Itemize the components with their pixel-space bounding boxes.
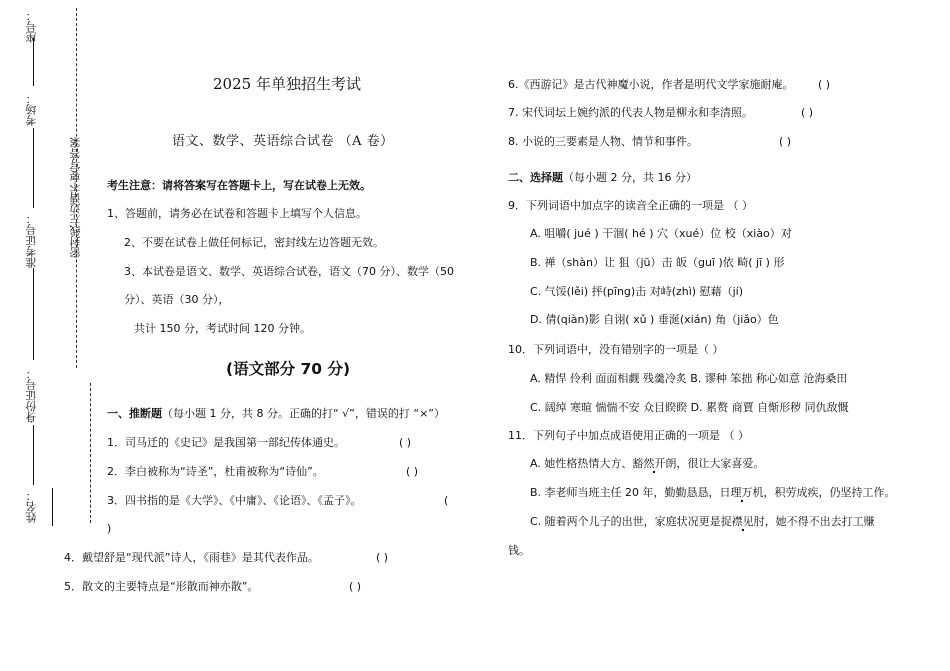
exam-title: 2025 年单独招生考试 — [213, 75, 361, 93]
seal-line-lower — [90, 383, 91, 523]
notice-item-1: 1、答题前，请务必在试卷和答题卡上填写个人信息。 — [107, 207, 367, 220]
notice-item-2: 2、不要在试卷上做任何标记，密封线左边答题无效。 — [124, 236, 384, 249]
option-11b-idiom: 日理万机 — [720, 486, 764, 503]
answer-paren-6[interactable]: ( ) — [818, 78, 831, 91]
question-8: 8. 小说的三要素是人物、情节和事件。 — [508, 135, 698, 148]
part1-description: （每小题 1 分，共 8 分。正确的打“ √”，错误的打 “×”） — [162, 407, 445, 420]
name-field[interactable] — [52, 488, 53, 526]
id-number-field[interactable] — [33, 425, 34, 485]
option-11b-text-end: ，积劳成疾，仍坚持工作。 — [763, 486, 896, 499]
question-1: 1．司马迁的《史记》是我国第一部纪传体通史。 — [107, 436, 345, 449]
seal-line-upper — [76, 8, 77, 368]
part2-description: （每小题 2 分，共 16 分） — [563, 171, 697, 184]
question-3: 3．四书指的是《大学》、《中庸》、《论语》、《孟子》。 — [107, 494, 362, 507]
option-11c-text: C. 随着两个儿子的出世，家庭状况更是 — [530, 515, 721, 528]
question-7: 7. 宋代词坛上婉约派的代表人物是柳永和李清照。 — [508, 106, 753, 119]
question-4: 4．戴望舒是“现代派”诗人，《雨巷》是其代表作品。 — [64, 551, 319, 564]
option-11c-text-end: ，她不得不出去打工赚 — [764, 515, 875, 528]
question-10: 10．下列词语中，没有错别字的一项是（ ） — [508, 343, 724, 356]
option-11a-text: A. 她性格热情大方、 — [530, 457, 633, 470]
admission-number-field[interactable] — [33, 268, 34, 360]
option-11a-text-end: ，很让大家喜爱。 — [676, 457, 765, 470]
seat-label: 座号： — [25, 10, 38, 43]
part2-title: 二、选择题 — [508, 171, 563, 184]
exam-room-label: 考场： — [25, 93, 38, 126]
notice-label: 考生注意：请将答案写在答题卡上，写在试卷上无效。 — [107, 179, 371, 192]
option-10cd: C. 阔绰 寒暄 惴惴不安 众目睽睽 D. 累赘 商賈 自惭形秽 同仇敌慨 — [530, 401, 849, 414]
answer-paren-4[interactable]: ( ) — [376, 551, 389, 564]
question-5: 5．散文的主要特点是“形散而神亦散”。 — [64, 580, 259, 593]
binding-margin — [0, 0, 100, 671]
part1-title: 一、推断题 — [107, 407, 162, 420]
id-number-label: 身份证号： — [25, 368, 38, 423]
option-11a — [530, 457, 764, 471]
option-11c-idiom: 捉襟见肘 — [721, 515, 765, 532]
option-11b — [530, 486, 896, 500]
answer-paren-2[interactable]: ( ) — [406, 465, 419, 478]
exam-room-field[interactable] — [33, 128, 34, 208]
answer-paren-5[interactable]: ( ) — [349, 580, 362, 593]
option-9b: B. 禅（shàn）让 狙（jū）击 皈（guī )依 畸( jī ) 形 — [530, 256, 785, 269]
option-11c-continued: 钱。 — [508, 544, 530, 557]
question-11: 11．下列句子中加点成语使用正确的一项是 （ ） — [508, 429, 749, 442]
admission-number-label: 准考证号： — [25, 213, 38, 268]
notice-item-3-cont: 分）、英语（30 分）， — [124, 293, 230, 306]
notice-item-4: 共计 150 分，考试时间 120 分钟。 — [134, 322, 311, 335]
option-10ab: A. 精悍 伶利 面面相觑 残羹冷炙 B. 谬种 笨拙 称心如意 沧海桑田 — [530, 372, 848, 385]
option-9c: C. 气馁(lěi) 抨(pīng)击 对峙(zhì) 慰藉（jí) — [530, 285, 743, 298]
answer-paren-7[interactable]: ( ) — [801, 106, 814, 119]
option-9a: A. 咀嚼( jué ) 干涸( hé ) 穴（xué）位 校（xiào）对 — [530, 227, 792, 240]
answer-paren-3-open[interactable]: ( — [444, 494, 449, 507]
seal-line-note: 密封线左边请不要写答案 — [69, 137, 82, 258]
option-11c — [530, 515, 875, 529]
option-9d: D. 倩(qiàn)影 自诩( xǔ ) 垂涎(xián) 角（jiǎo）色 — [530, 313, 779, 326]
option-11b-text: B. 李老师当班主任 20 年，勤勤恳恳， — [530, 486, 720, 499]
answer-paren-3-close[interactable]: ) — [107, 522, 112, 535]
exam-subtitle: 语文、数学、英语综合试卷 （A 卷） — [172, 134, 394, 149]
part2-heading — [508, 171, 697, 185]
question-6: 6.《西游记》是古代神魔小说，作者是明代文学家施耐庵。 — [508, 78, 794, 91]
question-9: 9．下列词语中加点字的读音全正确的一项是 （ ） — [508, 199, 753, 212]
seat-field[interactable] — [33, 38, 34, 86]
part1-heading — [107, 407, 445, 421]
question-2: 2．李白被称为“诗圣”，杜甫被称为“诗仙”。 — [107, 465, 324, 478]
notice-item-3: 3、本试卷是语文、数学、英语综合试卷，语文（70 分）、数学（50 — [124, 265, 454, 278]
section-chinese-heading: (语文部分 70 分) — [226, 360, 351, 378]
option-11a-idiom: 豁然开朗 — [632, 457, 676, 474]
answer-paren-8[interactable]: ( ) — [779, 135, 792, 148]
answer-paren-1[interactable]: ( ) — [399, 436, 412, 449]
name-label: 姓名： — [25, 490, 38, 523]
